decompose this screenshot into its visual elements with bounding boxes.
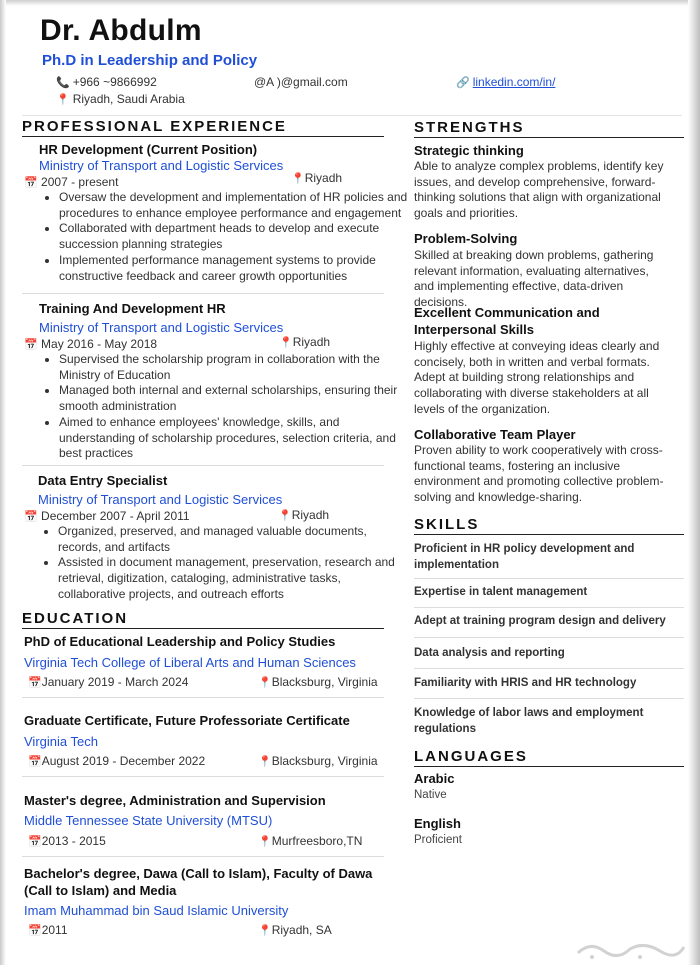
divider — [414, 607, 684, 608]
divider — [414, 637, 684, 638]
degree-title: PhD of Educational Leadership and Policy Studies — [24, 634, 336, 649]
skill-item: Knowledge of labor laws and employment regulations — [414, 707, 644, 735]
job-bullets — [39, 190, 419, 284]
strength-title: Strategic thinking — [414, 143, 524, 158]
education-location: 📍Blacksburg, Virginia — [258, 675, 378, 689]
calendar-icon: 📅 — [28, 836, 42, 848]
phone-contact: 📞 +966 ~9866992 — [56, 75, 157, 89]
section-heading-strengths: STRENGTHS — [414, 119, 684, 138]
job-bullet: • Aimed to enhance employees' knowledge, skills, and understanding of scholarship procedures, selection criteria, and best practices — [59, 415, 404, 462]
divider — [22, 856, 384, 857]
section-heading-languages: LANGUAGES — [414, 748, 684, 767]
calendar-icon: 📅 — [24, 177, 38, 189]
section-heading-skills: SKILLS — [414, 516, 684, 535]
divider — [414, 698, 684, 699]
skill-item: Expertise in talent management — [414, 586, 588, 598]
strength-title: Excellent Communication and Interpersonal Skills — [414, 305, 600, 337]
education-dates: 📅August 2019 - December 2022 — [28, 754, 206, 768]
job-bullet: • Implemented performance management systems to provide constructive feedback and career growth opportunities — [59, 253, 419, 284]
education-dates: 📅2011 — [28, 923, 68, 937]
skill-item: Familiarity with HRIS and HR technology — [414, 677, 637, 689]
strength-title: Problem-Solving — [414, 231, 518, 246]
location-pin-icon: 📍 — [56, 94, 70, 106]
strength-text: Proven ability to work cooperatively with cross-functional teams, fostering an inclusive environment and promoting collective problem-solving and knowledge-sharing. — [414, 443, 664, 505]
job-dates: 📅 2007 - present — [24, 175, 119, 189]
strength-text: Able to analyze complex problems, identify key issues, and develop comprehensive, forward-thinking solutions that align with organizational goals and priorities. — [414, 159, 664, 221]
strength-text: Skilled at breaking down problems, gathering relevant information, evaluating alternatives, and implementing effective, data-driven decisions. — [414, 248, 654, 310]
job-bullet: • Collaborated with department heads to develop and execute succession planning strategies — [59, 221, 419, 252]
divider — [22, 293, 384, 294]
degree-title: Master's degree, Administration and Supervision — [24, 793, 326, 808]
job-organization: Ministry of Transport and Logistic Services — [38, 492, 283, 507]
strength-title: Collaborative Team Player — [414, 427, 576, 442]
skill-item: Data analysis and reporting — [414, 647, 565, 659]
language-name: Arabic — [414, 771, 455, 786]
link-icon: 🔗 — [456, 77, 470, 89]
location-pin-icon: 📍 — [258, 925, 272, 937]
location-pin-icon: 📍 — [258, 677, 272, 689]
calendar-icon: 📅 — [28, 756, 42, 768]
candidate-name: Dr. Abdulm — [40, 14, 202, 47]
job-bullet: • Supervised the scholarship program in collaboration with the Ministry of Education — [59, 352, 404, 383]
job-location: 📍Riyadh — [291, 171, 343, 185]
job-title: HR Development (Current Position) — [39, 142, 258, 157]
divider — [22, 697, 384, 698]
calendar-icon: 📅 — [28, 677, 42, 689]
watermark-logo — [570, 935, 690, 961]
job-dates: 📅 December 2007 - April 2011 — [24, 509, 190, 523]
location-pin-icon: 📍 — [258, 756, 272, 768]
language-level: Native — [414, 789, 447, 801]
job-bullets — [39, 352, 404, 462]
section-heading-experience: PROFESSIONAL EXPERIENCE — [22, 118, 384, 137]
job-bullet: • Managed both internal and external scholarships, ensuring their smooth administration — [59, 383, 404, 414]
skill-item: Proficient in HR policy development and implementation — [414, 543, 635, 571]
calendar-icon: 📅 — [24, 511, 38, 523]
school-name: Imam Muhammad bin Saud Islamic University — [24, 903, 289, 918]
divider — [414, 578, 684, 579]
section-heading-education: EDUCATION — [22, 610, 384, 629]
job-location: 📍Riyadh — [278, 508, 330, 522]
job-bullet: • Assisted in document management, preservation, research and retrieval, digitization, cataloging, administrative tasks, collaborative projects, and outreach efforts — [58, 555, 398, 602]
degree-title: Graduate Certificate, Future Professoriate Certificate — [24, 713, 350, 728]
job-dates: 📅 May 2016 - May 2018 — [24, 337, 158, 351]
page-edge-left — [0, 0, 6, 965]
education-location: 📍Riyadh, SA — [258, 923, 332, 937]
job-location: 📍Riyadh — [279, 335, 331, 349]
education-location: 📍Blacksburg, Virginia — [258, 754, 378, 768]
divider — [22, 776, 384, 777]
job-title: Data Entry Specialist — [38, 473, 168, 488]
phone-icon: 📞 — [56, 77, 70, 89]
school-name: Virginia Tech — [24, 734, 98, 749]
location-pin-icon: 📍 — [291, 173, 305, 185]
page-edge-right — [688, 0, 700, 965]
calendar-icon: 📅 — [28, 925, 42, 937]
location-pin-icon: 📍 — [278, 510, 292, 522]
job-organization: Ministry of Transport and Logistic Services — [39, 320, 284, 335]
job-bullet: • Oversaw the development and implementation of HR policies and procedures to enhance employee performance and engagement — [59, 190, 419, 221]
education-location: 📍Murfreesboro,TN — [258, 834, 363, 848]
school-name: Middle Tennessee State University (MTSU) — [24, 813, 273, 828]
location-pin-icon: 📍 — [279, 337, 293, 349]
page-edge-top — [0, 0, 700, 6]
education-dates: 📅January 2019 - March 2024 — [28, 675, 189, 689]
divider — [414, 668, 684, 669]
strength-text: Highly effective at conveying ideas clearly and concisely, both in written and verbal formats. Adept at building strong relationships and collaborating with diverse stakeholders at all levels of the organization. — [414, 339, 660, 416]
location-contact: 📍 Riyadh, Saudi Arabia — [56, 92, 185, 106]
header-divider — [22, 115, 682, 116]
skill-item: Adept at training program design and delivery — [414, 615, 666, 627]
language-level: Proficient — [414, 834, 462, 846]
divider — [22, 465, 384, 466]
linkedin-contact[interactable]: 🔗 linkedin.com/in/ — [456, 75, 556, 89]
job-bullet: • Organized, preserved, and managed valuable documents, records, and artifacts — [58, 524, 398, 555]
language-name: English — [414, 816, 461, 831]
location-pin-icon: 📍 — [258, 836, 272, 848]
job-organization: Ministry of Transport and Logistic Services — [39, 158, 284, 173]
degree-title: Bachelor's degree, Dawa (Call to Islam), Faculty of Dawa (Call to Islam) and Media — [24, 866, 373, 898]
job-bullets — [38, 524, 398, 603]
calendar-icon: 📅 — [24, 339, 38, 351]
education-dates: 📅2013 - 2015 — [28, 834, 106, 848]
school-name: Virginia Tech College of Liberal Arts and Human Sciences — [24, 655, 356, 670]
candidate-title: Ph.D in Leadership and Policy — [42, 52, 258, 69]
job-title: Training And Development HR — [39, 301, 226, 316]
email-contact[interactable]: @A )@gmail.com — [254, 75, 348, 89]
